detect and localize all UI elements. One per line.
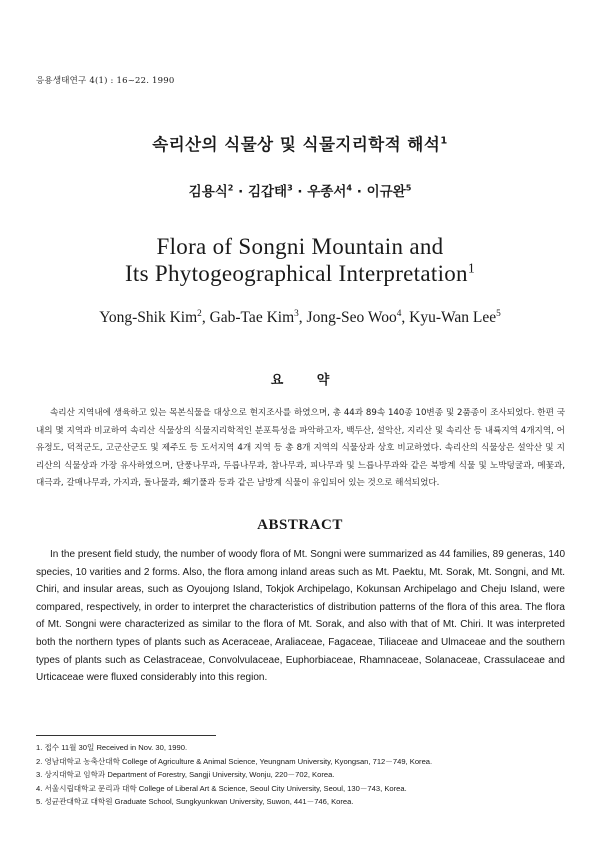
korean-title-footnote-mark: 1 (440, 135, 448, 147)
author-affiliation-mark: 4 (396, 308, 402, 319)
author-separator: · (292, 184, 308, 200)
korean-author: 우종서 (307, 184, 347, 200)
footnote: 4. 서울시립대학교 문리과 대학 College of Liberal Art & Science, Seoul City University, Seoul, 130－743, Korea. (36, 783, 407, 793)
english-author: Jong-Seo Woo (306, 309, 397, 326)
footnote-divider (36, 735, 216, 736)
english-title-footnote-mark: 1 (467, 260, 476, 276)
korean-author: 김갑태 (247, 184, 288, 200)
author-affiliation-mark: 3 (294, 308, 299, 319)
korean-abstract-heading (0, 369, 600, 388)
author-separator: , (201, 309, 210, 326)
english-title-line-2-text: Its Phytogeographical Interpretation (124, 261, 468, 286)
korean-author: 이규완 (366, 184, 406, 200)
korean-abstract-heading-char-2: 약 (316, 373, 330, 388)
author-affiliation-mark: 2 (197, 308, 202, 319)
footnote: 1. 접수 11월 30일 Received in Nov. 30, 1990. (36, 743, 188, 752)
korean-title-text: 속리산의 식물상 및 식물지리학적 해석 (152, 135, 441, 154)
english-title (0, 233, 600, 287)
english-authors (0, 309, 600, 327)
footnote: 5. 성균관대학교 대학원 Graduate School, Sungkyunkwan University, Suwon, 441－746, Korea. (36, 797, 354, 806)
author-separator: , (401, 309, 410, 326)
author-affiliation-mark: 3 (287, 182, 293, 193)
korean-abstract-heading-char-1: 요 (270, 373, 284, 388)
english-author: Gab-Tae Kim (209, 309, 295, 326)
author-affiliation-mark: 2 (227, 182, 234, 193)
footnotes (36, 741, 576, 809)
author-separator: , (298, 309, 307, 326)
english-title-line-1: Flora of Songni Mountain and (156, 234, 444, 259)
korean-abstract-text: 속리산 지역내에 생육하고 있는 목본식물을 대상으로 현지조사를 하였으며, 총 44과 89속 140종 10변종 및 2품종이 조사되었다. 한편 국내의 몇 지역과 비교하여 속리산 식물상의 식물지리학적인 분포특성을 파악하고자, 백두산, 설악산, 지리산 및 속리산 등 내륙지역 4개지역, 어유정도, 덕적군도, 고군산군도 및 제주도 등 도서지역 4개 지역 등 총 8개 지역의 식물상과 상호 비교하였다. 속리산의 식물상은 설악산 및 지리산의 식물상과 가장 유사하였으며, 단풍나무과, 두릅나무과, 참나무과, 피나무과 및 느릅나무과와 같은 북방계 식물 및 노박덩굴과, 메꽃과, 대극과, 갈매나무과, 가지과, 돌나물과, 쐐기풀과 등과 같은 남방계 식물이 유입되어 있는 것으로 해석되었다. (36, 408, 565, 489)
english-title-line-2 (0, 260, 600, 287)
author-affiliation-mark: 4 (346, 182, 353, 193)
abstract-heading: ABSTRACT (257, 517, 343, 533)
author-affiliation-mark: 5 (496, 308, 501, 319)
author-separator: · (233, 184, 248, 200)
footnote: 2. 영남대학교 농축산대학 College of Agriculture & Animal Science, Yeungnam University, Kyongsan, 712－749, Korea. (36, 756, 433, 766)
english-author: Kyu-Wan Lee (409, 309, 497, 326)
footnote: 3. 상지대학교 임학과 Department of Forestry, Sangji University, Wonju, 220－702, Korea. (36, 770, 335, 779)
korean-authors (0, 180, 600, 200)
abstract-text: In the present field study, the number of woody flora of Mt. Songni were summarized as 44 families, 89 generas, 140 species, 10 varities and 2 forms. Also, the flora among inland areas such as Mt. Paektu, Mt. Sorak, Mt. Songni, and Mt. Chiri, and insular areas, such as Oyoujong Island, Tokjok Archipelago, Kokunsan Archipelago and Cheju Island, were compared, respectively, in order to interpret the characteristics of distribution patterns of the flora of this area. The flora of Mt. Songni were characterized as similar to the flora of Mt. Sorak, and also with that of Mt. Chiri. It was interpreted both the northern types of plants such as Aceraceae, Araliaceae, Fagaceae, Tiliaceae and Ulmaceae and the southern types of plants such as Celastraceae, Convolvulaceae, Euphorbiaceae, Rhamnaceae, Solanaceae, Crassulaceae and Urticaceae were fluxed considerably into this region. (36, 549, 565, 684)
english-author: Yong-Shik Kim (99, 309, 198, 326)
journal-citation: 응용생태연구 4(1) : 16~22. 1990 (36, 76, 175, 86)
korean-author: 김용식 (188, 184, 228, 200)
author-separator: · (352, 184, 367, 200)
korean-title (0, 131, 600, 155)
author-affiliation-mark: 5 (405, 182, 412, 193)
